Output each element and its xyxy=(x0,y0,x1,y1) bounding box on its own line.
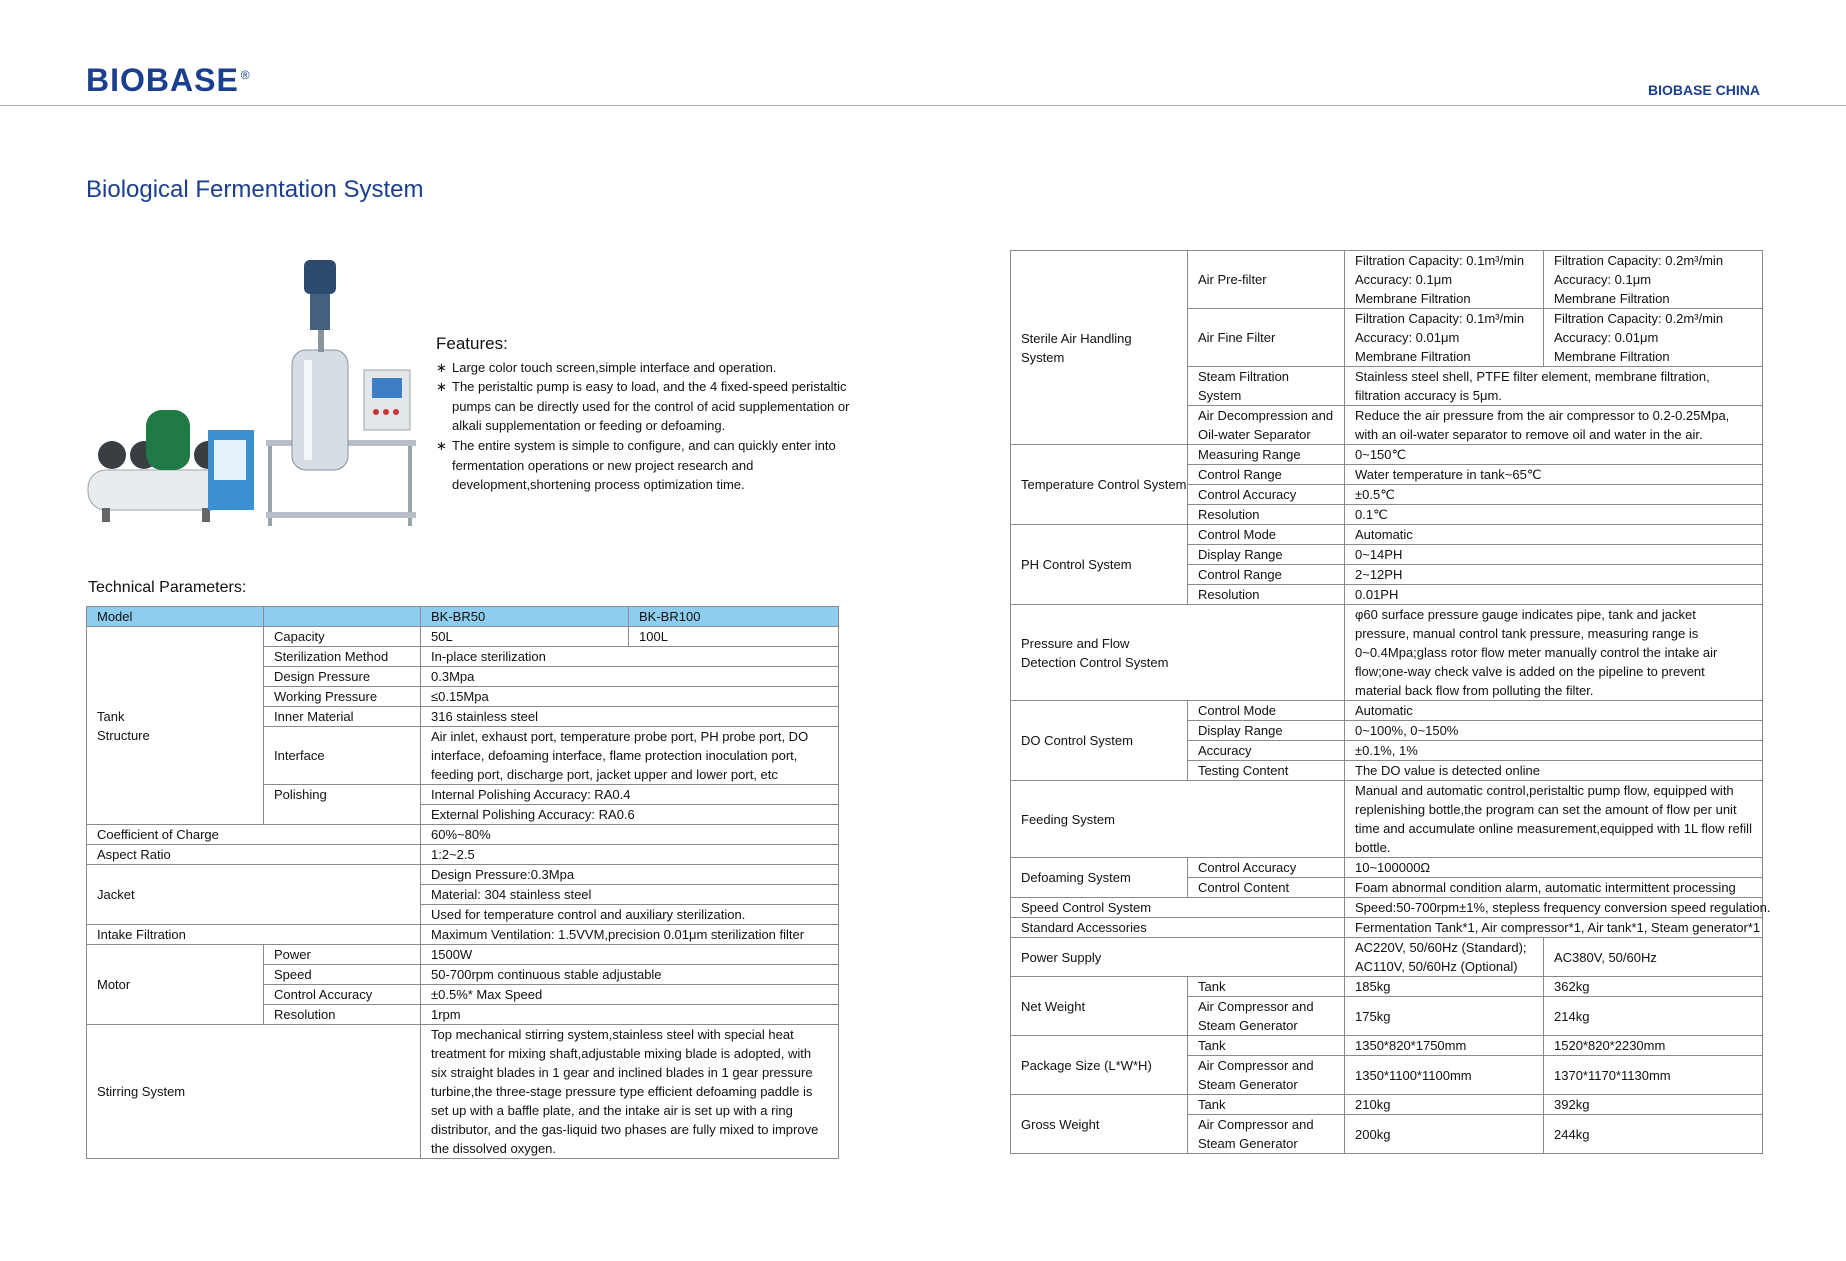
table-cell: 100L xyxy=(629,627,839,647)
table-cell: DO Control System xyxy=(1011,701,1188,781)
table-cell: Air inlet, exhaust port, temperature probe port, PH probe port, DO interface, defoaming interface, flame protection inoculation port, feeding port, discharge port, jacket upper and lower port, etc xyxy=(421,727,839,785)
table-cell: Intake Filtration xyxy=(87,925,421,945)
table-cell: Design Pressure xyxy=(264,667,421,687)
technical-parameters-table xyxy=(86,606,839,1159)
table-cell: 0~100%, 0~150% xyxy=(1345,721,1763,741)
table-cell: PH Control System xyxy=(1011,525,1188,605)
table-cell: Measuring Range xyxy=(1188,445,1345,465)
table-cell: Automatic xyxy=(1345,701,1763,721)
table-cell: Stainless steel shell, PTFE filter element, membrane filtration, filtration accuracy is 5μm. xyxy=(1345,367,1763,406)
table-cell: 2~12PH xyxy=(1345,565,1763,585)
model-2: BK-BR100 xyxy=(629,607,839,627)
model-label: Model xyxy=(87,607,264,627)
table-cell: 244kg xyxy=(1544,1115,1763,1154)
table-cell: 185kg xyxy=(1345,977,1544,997)
table-cell: Automatic xyxy=(1345,525,1763,545)
table-cell: Polishing xyxy=(264,785,421,825)
table-cell: Motor xyxy=(87,945,264,1025)
table-cell: Tank xyxy=(1188,1095,1345,1115)
table-cell: 1350*820*1750mm xyxy=(1345,1036,1544,1056)
features-section xyxy=(436,334,856,495)
table-cell: Tank xyxy=(1188,977,1345,997)
table-cell: AC380V, 50/60Hz xyxy=(1544,938,1763,977)
table-cell: Control Accuracy xyxy=(1188,858,1345,878)
table-cell: 0~150℃ xyxy=(1345,445,1763,465)
feature-item: ∗ Large color touch screen,simple interface and operation. xyxy=(436,359,777,375)
table-cell: 175kg xyxy=(1345,997,1544,1036)
table-cell: 210kg xyxy=(1345,1095,1544,1115)
table-cell: Speed xyxy=(264,965,421,985)
table-cell: Fermentation Tank*1, Air compressor*1, Air tank*1, Steam generator*1 xyxy=(1345,918,1763,938)
table-cell: ≤0.15Mpa xyxy=(421,687,839,707)
table-cell: φ60 surface pressure gauge indicates pipe, tank and jacket pressure, manual control tank pressure, measuring range is 0~0.4Mpa;glass rotor flow meter manually control the intake air flow;one-way check valve is added on the pipeline to prevent material back flow from polluting the filter. xyxy=(1345,605,1763,701)
table-cell: Speed Control System xyxy=(1011,898,1345,918)
table-cell: 214kg xyxy=(1544,997,1763,1036)
table-cell: Filtration Capacity: 0.2m³/min Accuracy: 0.1μm Membrane Filtration xyxy=(1544,251,1763,309)
table-cell: 200kg xyxy=(1345,1115,1544,1154)
header-divider xyxy=(0,105,1846,106)
table-cell: 0.1℃ xyxy=(1345,505,1763,525)
feature-item: ∗ The peristaltic pump is easy to load, and the 4 fixed-speed peristaltic pumps can be directly used for the control of acid supplementation or alkali supplementation or feeding or defoaming. xyxy=(436,379,850,434)
table-cell: Working Pressure xyxy=(264,687,421,707)
table-row xyxy=(1011,858,1763,878)
features-heading: Features: xyxy=(436,334,508,353)
table-cell: 316 stainless steel xyxy=(421,707,839,727)
model-1: BK-BR50 xyxy=(421,607,629,627)
table-cell: Tank xyxy=(1188,1036,1345,1056)
table-cell: 1370*1170*1130mm xyxy=(1544,1056,1763,1095)
table-cell: Manual and automatic control,peristaltic pump flow, equipped with replenishing bottle,the program can set the amount of flow per unit time and accumulate online measurement,equipped with 1L flow refill bottle. xyxy=(1345,781,1763,858)
table-cell: Air Compressor and Steam Generator xyxy=(1188,1115,1345,1154)
table-cell: Air Compressor and Steam Generator xyxy=(1188,997,1345,1036)
table-cell: Pressure and Flow Detection Control System xyxy=(1011,605,1345,701)
table-cell xyxy=(264,607,421,627)
table-cell: Sterilization Method xyxy=(264,647,421,667)
technical-parameters-heading: Technical Parameters: xyxy=(88,579,247,596)
table-cell: ±0.5℃ xyxy=(1345,485,1763,505)
table-cell: Air Decompression and Oil-water Separator xyxy=(1188,406,1345,445)
table-row xyxy=(1011,918,1763,938)
table-row xyxy=(87,945,839,965)
tank-structure-label: Tank Structure xyxy=(87,627,264,825)
table-cell: Aspect Ratio xyxy=(87,845,421,865)
table-cell: Air Compressor and Steam Generator xyxy=(1188,1056,1345,1095)
table-cell: Speed:50-700rpm±1%, stepless frequency conversion speed regulation. xyxy=(1345,898,1763,918)
page-title: Biological Fermentation System xyxy=(86,176,424,203)
table-cell: Temperature Control System xyxy=(1011,445,1188,525)
table-cell: Design Pressure:0.3Mpa xyxy=(421,865,839,885)
table-cell: External Polishing Accuracy: RA0.6 xyxy=(421,805,839,825)
table-cell: Steam Filtration System xyxy=(1188,367,1345,406)
table-cell: ±0.1%, 1% xyxy=(1345,741,1763,761)
table-cell: Display Range xyxy=(1188,721,1345,741)
table-row xyxy=(87,845,839,865)
table-row xyxy=(1011,701,1763,721)
table-cell: Control Range xyxy=(1188,465,1345,485)
table-cell: The DO value is detected online xyxy=(1345,761,1763,781)
table-cell: Control Accuracy xyxy=(1188,485,1345,505)
table-cell: Control Range xyxy=(1188,565,1345,585)
table-cell: Filtration Capacity: 0.1m³/min Accuracy: 0.01μm Membrane Filtration xyxy=(1345,309,1544,367)
table-cell: Testing Content xyxy=(1188,761,1345,781)
table-cell: Reduce the air pressure from the air compressor to 0.2-0.25Mpa, with an oil-water separator to remove oil and water in the air. xyxy=(1345,406,1763,445)
table-row xyxy=(1011,445,1763,465)
table-row xyxy=(87,925,839,945)
table-cell: Jacket xyxy=(87,865,421,925)
table-cell: 1:2~2.5 xyxy=(421,845,839,865)
table-cell: 0.3Mpa xyxy=(421,667,839,687)
table-cell: Control Mode xyxy=(1188,525,1345,545)
table-cell: Power xyxy=(264,945,421,965)
table-cell: Control Accuracy xyxy=(264,985,421,1005)
table-cell: 50-700rpm continuous stable adjustable xyxy=(421,965,839,985)
table-cell: Sterile Air Handling System xyxy=(1011,251,1188,445)
biobase-logo: BIOBASE ® xyxy=(86,62,251,98)
table-cell: Internal Polishing Accuracy: RA0.4 xyxy=(421,785,839,805)
table-cell: Filtration Capacity: 0.2m³/min Accuracy: 0.01μm Membrane Filtration xyxy=(1544,309,1763,367)
table-cell: Package Size (L*W*H) xyxy=(1011,1036,1188,1095)
table-cell: 1rpm xyxy=(421,1005,839,1025)
table-cell: Interface xyxy=(264,727,421,785)
table-cell: Material: 304 stainless steel xyxy=(421,885,839,905)
table-cell: Stirring System xyxy=(87,1025,421,1159)
table-row xyxy=(87,627,839,647)
table-cell: ±0.5%* Max Speed xyxy=(421,985,839,1005)
table-cell: 0~14PH xyxy=(1345,545,1763,565)
table-cell: Standard Accessories xyxy=(1011,918,1345,938)
table-cell: Defoaming System xyxy=(1011,858,1188,898)
table-cell: Power Supply xyxy=(1011,938,1345,977)
table-cell: Feeding System xyxy=(1011,781,1345,858)
table-cell: 10~100000Ω xyxy=(1345,858,1763,878)
table-cell: In-place sterilization xyxy=(421,647,839,667)
table-cell: Used for temperature control and auxiliary sterilization. xyxy=(421,905,839,925)
table-cell: Display Range xyxy=(1188,545,1345,565)
table-cell: Foam abnormal condition alarm, automatic intermittent processing xyxy=(1345,878,1763,898)
table-cell: Gross Weight xyxy=(1011,1095,1188,1154)
table-row xyxy=(1011,525,1763,545)
table-cell: 392kg xyxy=(1544,1095,1763,1115)
table-cell: Air Pre-filter xyxy=(1188,251,1345,309)
table-cell: 1350*1100*1100mm xyxy=(1345,1056,1544,1095)
table-cell: 1500W xyxy=(421,945,839,965)
table-cell: Air Fine Filter xyxy=(1188,309,1345,367)
table-cell: 60%~80% xyxy=(421,825,839,845)
fermentation-system-image xyxy=(82,250,422,550)
table-cell: Net Weight xyxy=(1011,977,1188,1036)
table-cell: Top mechanical stirring system,stainless steel with special heat treatment for mixing shaft,adjustable mixing blade is adopted, with six straight blades in 1 gear and inclined blades in 1 gear pressure turbine,the three-stage pressure type efficient defoaming paddle is set up with a baffle plate, and the intake air is set up with a ring distributor, and the gas-liquid two phases are fully mixed to improve the dissolved oxygen. xyxy=(421,1025,839,1159)
table-row xyxy=(1011,1036,1763,1056)
table-cell: Accuracy xyxy=(1188,741,1345,761)
table-cell: Resolution xyxy=(1188,585,1345,605)
table-cell: 362kg xyxy=(1544,977,1763,997)
table-cell: AC220V, 50/60Hz (Standard); AC110V, 50/60Hz (Optional) xyxy=(1345,938,1544,977)
table-row xyxy=(1011,898,1763,918)
table-row xyxy=(1011,1095,1763,1115)
table-cell: 1520*820*2230mm xyxy=(1544,1036,1763,1056)
table-row xyxy=(87,865,839,885)
specification-table xyxy=(1010,250,1771,1154)
company-name: BIOBASE CHINA xyxy=(1647,82,1760,98)
table-cell: Control Content xyxy=(1188,878,1345,898)
table-cell: Resolution xyxy=(1188,505,1345,525)
table-cell: 50L xyxy=(421,627,629,647)
table-row xyxy=(87,607,839,627)
table-row xyxy=(1011,977,1763,997)
table-cell: Resolution xyxy=(264,1005,421,1025)
table-row xyxy=(87,825,839,845)
table-cell: Coefficient of Charge xyxy=(87,825,421,845)
table-cell: Control Mode xyxy=(1188,701,1345,721)
table-cell: Water temperature in tank~65℃ xyxy=(1345,465,1763,485)
table-cell: Filtration Capacity: 0.1m³/min Accuracy: 0.1μm Membrane Filtration xyxy=(1345,251,1544,309)
feature-item: ∗ The entire system is simple to configure, and can quickly enter into fermentation operations or new project research and development,shortening process optimization time. xyxy=(436,437,836,493)
table-cell: Maximum Ventilation: 1.5VVM,precision 0.01μm sterilization filter xyxy=(421,925,839,945)
table-cell: 0.01PH xyxy=(1345,585,1763,605)
table-cell: Capacity xyxy=(264,627,421,647)
table-cell: Inner Material xyxy=(264,707,421,727)
